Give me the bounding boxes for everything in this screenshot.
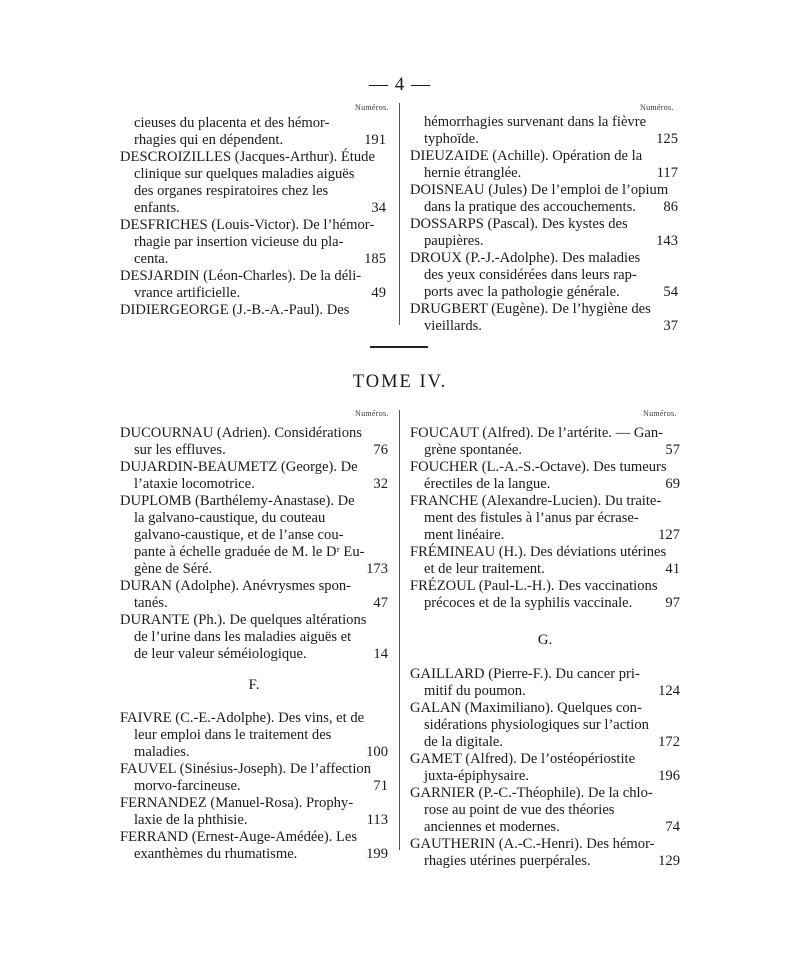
entry-line: l’ataxie locomotrice.: [134, 476, 255, 492]
entry-line: de l’urine dans les maladies aiguës et: [134, 629, 352, 645]
entry-heading-line: DROUX (P.-J.-Adolphe). Des maladies: [410, 250, 641, 266]
entry-number: 117: [656, 165, 678, 181]
entry-heading-line: DIEUZAIDE (Achille). Opération de la: [410, 148, 643, 164]
entry-heading-line: FAIVRE (C.-E.-Adolphe). Des vins, et de: [120, 710, 365, 726]
index-entry: [120, 459, 388, 493]
index-entry: [120, 612, 388, 663]
entry-heading-line: FOUCHER (L.-A.-S.-Octave). Des tumeurs: [410, 459, 667, 475]
entry-line: anciennes et modernes.: [424, 819, 560, 835]
entry-number: 74: [665, 819, 680, 835]
entry-number: 32: [373, 476, 388, 492]
entry-line: précoces et de la syphilis vaccinale.: [424, 595, 633, 611]
entry-heading-line: hémorrhagies survenant dans la fièvre: [424, 114, 647, 130]
entry-number: 199: [366, 846, 388, 862]
entry-heading-line: DESJARDIN (Léon-Charles). De la déli-: [120, 268, 362, 284]
tome-title: TOME IV.: [352, 372, 448, 392]
entry-number: 113: [366, 812, 388, 828]
entry-line: pante à échelle graduée de M. le Dʳ Eu-: [134, 544, 365, 560]
entry-line: grène spontanée.: [424, 442, 523, 458]
entry-number: 143: [656, 233, 678, 249]
numeros-header-bottom-right: Numéros.: [643, 409, 677, 418]
numeros-header-bottom-left: Numéros.: [355, 409, 389, 418]
entry-heading-line: DRUGBERT (Eugène). De l’hygiène des: [410, 301, 651, 317]
index-entry: [120, 217, 386, 268]
index-entry: [410, 301, 678, 335]
index-entry: [410, 785, 680, 836]
section-letter-g: G.: [537, 632, 553, 648]
entries-fo: [410, 425, 680, 612]
index-entry: [120, 425, 388, 459]
entry-line: rhagie par insertion vicieuse du pla-: [134, 234, 344, 250]
entry-number: 54: [663, 284, 678, 300]
entry-line: sidérations physiologiques sur l’action: [424, 717, 649, 733]
column-divider-top: [399, 103, 400, 325]
index-entry: [410, 751, 680, 785]
entry-line: rhagies utérines puerpérales.: [424, 853, 591, 869]
entry-line: laxie de la phthisie.: [134, 812, 248, 828]
entry-number: 127: [658, 527, 680, 543]
entry-heading-line: FRÉMINEAU (H.). Des déviations utérines: [410, 544, 667, 560]
index-entry: [410, 216, 678, 250]
top-right-column: [410, 114, 678, 335]
entry-heading-line: GARNIER (P.-C.-Théophile). De la chlo-: [410, 785, 653, 801]
entries-f: [120, 710, 388, 863]
entry-heading-line: FRANCHE (Alexandre-Lucien). Du traite-: [410, 493, 662, 509]
entry-number: 97: [665, 595, 680, 611]
entry-line: gène de Séré.: [134, 561, 213, 577]
entry-number: 47: [373, 595, 388, 611]
entry-number: 14: [373, 646, 388, 662]
entry-line: vrance artificielle.: [134, 285, 241, 301]
entry-line: morvo-farcineuse.: [134, 778, 241, 794]
entry-heading-line: DUJARDIN-BEAUMETZ (George). De: [120, 459, 358, 475]
entry-heading-line: GAILLARD (Pierre-F.). Du cancer pri-: [410, 666, 640, 682]
entry-heading-line: cieuses du placenta et des hémor-: [134, 115, 330, 131]
entry-number: 49: [371, 285, 386, 301]
entry-heading-line: FERRAND (Ernest-Auge-Amédée). Les: [120, 829, 358, 845]
numeros-header-top-left: Numéros.: [355, 103, 389, 112]
entry-line: érectiles de la langue.: [424, 476, 551, 492]
entry-number: 34: [371, 200, 386, 216]
entry-number: 76: [373, 442, 388, 458]
entry-line: et de leur traitement.: [424, 561, 545, 577]
index-entry: [410, 544, 680, 578]
index-entry: [410, 700, 680, 751]
entry-heading-line: FRÉZOUL (Paul-L.-H.). Des vaccinations: [410, 578, 658, 594]
entry-line: exanthèmes du rhumatisme.: [134, 846, 298, 862]
top-left-column: [120, 115, 386, 319]
entry-heading-line: DESFRICHES (Louis-Victor). De l’hémor-: [120, 217, 375, 233]
entry-line: dans la pratique des accouchements.: [424, 199, 636, 215]
entry-heading-line: DESCROIZILLES (Jacques-Arthur). Étude: [120, 149, 375, 165]
entry-number: 71: [373, 778, 388, 794]
entry-heading-line: GAMET (Alfred). De l’ostéopériostite: [410, 751, 636, 767]
entry-line: des organes respiratoires chez les: [134, 183, 329, 199]
entry-number: 185: [364, 251, 386, 267]
entry-number: 100: [366, 744, 388, 760]
entry-heading-line: FAUVEL (Sinésius-Joseph). De l’affection: [120, 761, 372, 777]
entry-line: ment des fistules à l’anus par écrase-: [424, 510, 639, 526]
entry-number: 173: [366, 561, 388, 577]
entry-heading-line: DUPLOMB (Barthélemy-Anastase). De: [120, 493, 355, 509]
entry-line: ports avec la pathologie générale.: [424, 284, 620, 300]
entry-number: 191: [364, 132, 386, 148]
index-entry: [410, 425, 680, 459]
entry-heading-line: FOUCAUT (Alfred). De l’artérite. — Gan-: [410, 425, 664, 441]
entry-line: de la digitale.: [424, 734, 504, 750]
entry-heading-line: DURAN (Adolphe). Anévrysmes spon-: [120, 578, 352, 594]
entry-line: vieillards.: [424, 318, 482, 334]
entry-line: sur les effluves.: [134, 442, 226, 458]
index-entry: [410, 459, 680, 493]
index-entry: [410, 182, 678, 216]
index-entry: [120, 795, 388, 829]
index-entry: [120, 115, 386, 149]
numeros-header-top-right: Numéros.: [640, 103, 674, 112]
bottom-left-column: [120, 425, 388, 863]
entry-line: galvano-caustique, et de l’anse cou-: [134, 527, 344, 543]
index-entry: [120, 761, 388, 795]
entry-line: leur emploi dans le traitement des: [134, 727, 332, 743]
section-letter-f: F.: [248, 677, 260, 693]
entry-number: 86: [663, 199, 678, 215]
entry-number: 172: [658, 734, 680, 750]
entry-line: de leur valeur séméiologique.: [134, 646, 307, 662]
column-divider-bottom: [399, 410, 400, 850]
bottom-right-column: [410, 425, 680, 870]
entries-d: [120, 425, 388, 663]
index-entry: [410, 250, 678, 301]
entry-heading-line: GAUTHERIN (A.-C.-Henri). Des hémor-: [410, 836, 655, 852]
index-entry: [120, 302, 386, 319]
section-rule: [370, 346, 428, 348]
index-entry: [410, 578, 680, 612]
entry-heading-line: DUCOURNAU (Adrien). Considérations: [120, 425, 362, 441]
entry-line: clinique sur quelques maladies aiguës: [134, 166, 355, 182]
entry-number: 196: [658, 768, 680, 784]
entry-number: 69: [665, 476, 680, 492]
entry-line: la galvano-caustique, du couteau: [134, 510, 326, 526]
entry-heading-line: DURANTE (Ph.). De quelques altérations: [120, 612, 367, 628]
entry-line: tanés.: [134, 595, 168, 611]
index-entry: [410, 148, 678, 182]
entry-line: rhagies qui en dépendent.: [134, 132, 284, 148]
entry-heading-line: DIDIERGEORGE (J.-B.-A.-Paul). Des: [120, 302, 350, 318]
entry-heading-line: DOSSARPS (Pascal). Des kystes des: [410, 216, 628, 232]
index-entry: [120, 829, 388, 863]
entry-number: 41: [665, 561, 680, 577]
entry-line: rose au point de vue des théories: [424, 802, 615, 818]
entry-line: des yeux considérées dans leurs rap-: [424, 267, 637, 283]
entry-line: paupières.: [424, 233, 484, 249]
entry-heading-line: DOISNEAU (Jules) De l’emploi de l’opium: [410, 182, 669, 198]
index-entry: [410, 493, 680, 544]
entry-line: mitif du poumon.: [424, 683, 526, 699]
entry-line: maladies.: [134, 744, 190, 760]
entry-number: 57: [665, 442, 680, 458]
entries-g: [410, 666, 680, 870]
entry-number: 124: [658, 683, 680, 699]
index-entry: [410, 666, 680, 700]
entry-line: centa.: [134, 251, 169, 267]
entry-heading-line: FERNANDEZ (Manuel-Rosa). Prophy-: [120, 795, 354, 811]
entry-number: 129: [658, 853, 680, 869]
entry-line: enfants.: [134, 200, 180, 216]
index-entry: [410, 836, 680, 870]
page-number: — 4 —: [369, 74, 431, 95]
index-entry: [410, 114, 678, 148]
entry-heading-line: GALAN (Maximiliano). Quelques con-: [410, 700, 642, 716]
entry-number: 37: [663, 318, 678, 334]
index-entry: [120, 268, 386, 302]
index-entry: [120, 493, 388, 578]
index-entry: [120, 578, 388, 612]
entry-line: hernie étranglée.: [424, 165, 522, 181]
entry-line: ment linéaire.: [424, 527, 505, 543]
entry-line: typhoïde.: [424, 131, 479, 147]
entry-number: 125: [656, 131, 678, 147]
index-entry: [120, 149, 386, 217]
entry-line: juxta-épiphysaire.: [424, 768, 529, 784]
index-entry: [120, 710, 388, 761]
